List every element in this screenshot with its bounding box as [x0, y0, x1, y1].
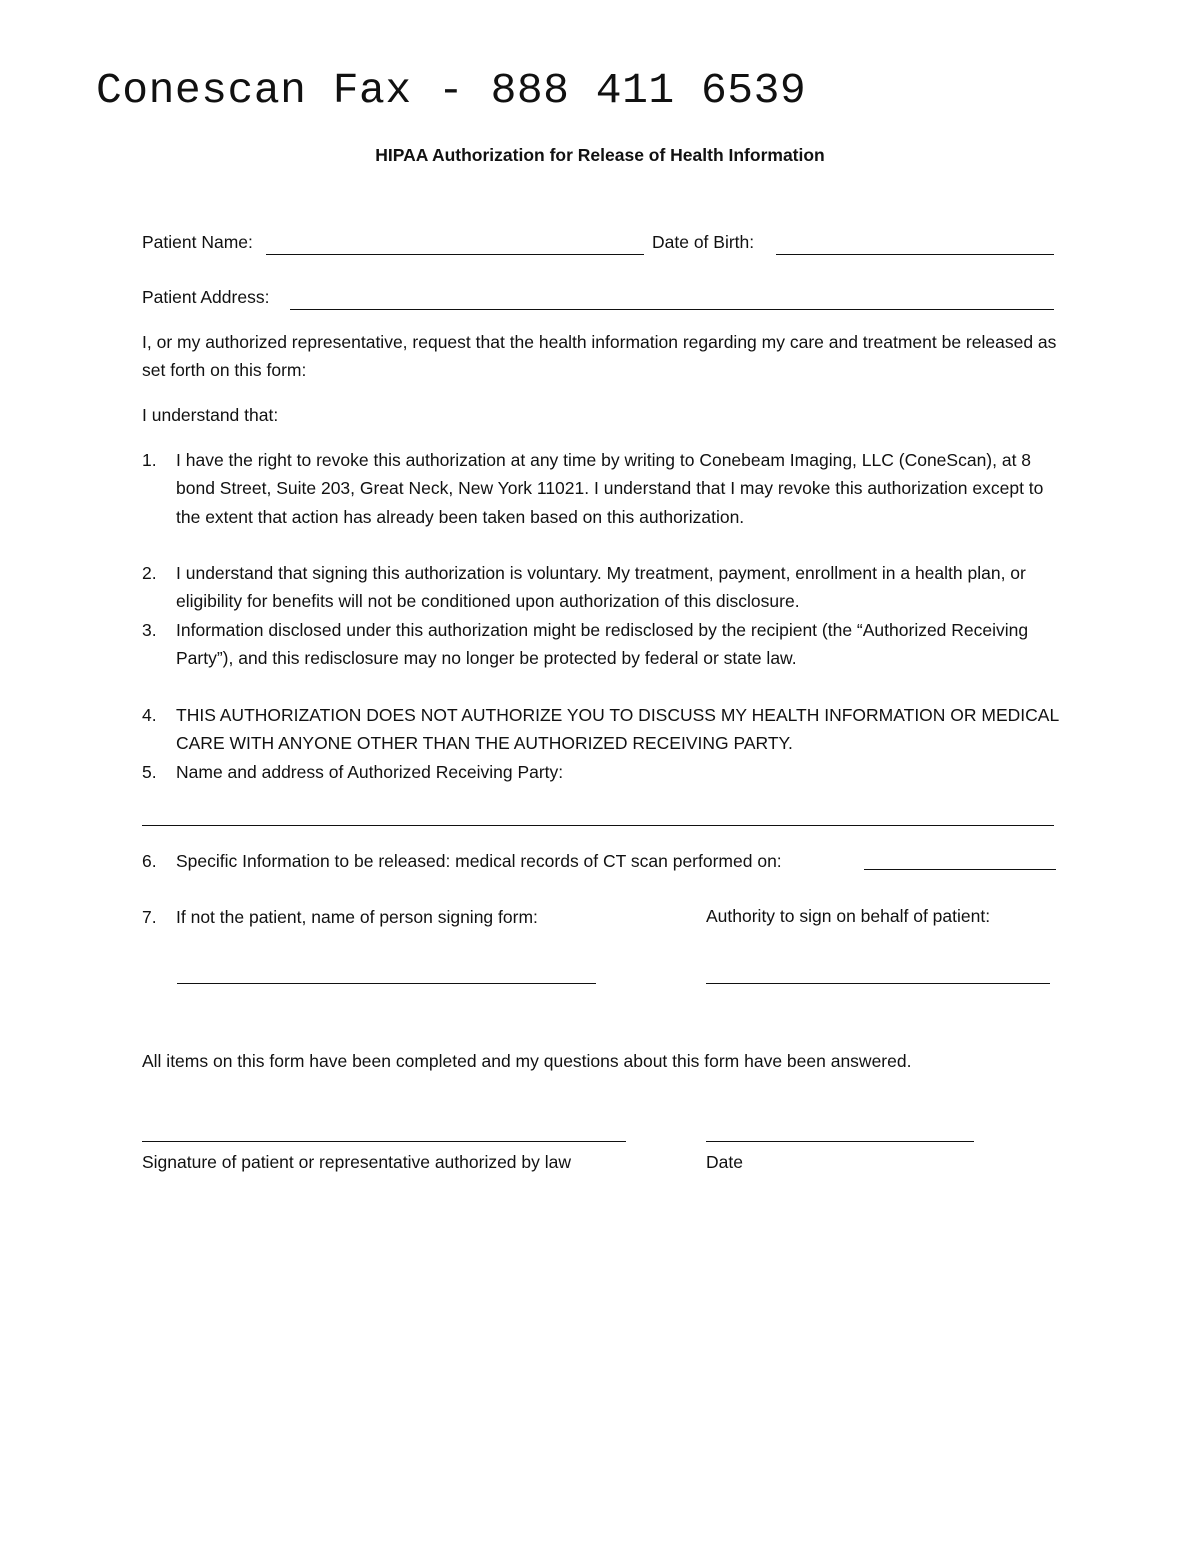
- dob-label: Date of Birth:: [652, 232, 755, 252]
- list-item-4: [142, 701, 1072, 758]
- list-item-3: [142, 616, 1072, 673]
- list-item-6: [142, 847, 1072, 875]
- list-item-text: I have the right to revoke this authorization at any time by writing to Conebeam Imaging, LLC (ConeScan), at 8 bond Street, Suite 203, Great Neck, New York 11021. I understand that I may revoke this authorization except to the extent that action has already been taken based on this authorization.: [176, 450, 1044, 527]
- list-number: 5.: [142, 762, 157, 782]
- fax-header: Conescan Fax - 888 411 6539: [96, 66, 807, 115]
- receiving-party-field[interactable]: [142, 825, 1054, 826]
- list-item-text: Information disclosed under this authorization might be redisclosed by the recipient (the “Authorized Receiving Party”), and this redisclosure may no longer be protected by federal or state law.: [176, 620, 1029, 669]
- scan-date-field[interactable]: [864, 869, 1056, 870]
- request-statement: I, or my authorized representative, request that the health information regarding my care and treatment be released as set forth on this form:: [142, 332, 1057, 381]
- signer-name-field[interactable]: [177, 983, 596, 984]
- list-number: 4.: [142, 705, 157, 725]
- list-number: 3.: [142, 620, 157, 640]
- date-field[interactable]: [706, 1141, 974, 1142]
- patient-name-field[interactable]: [266, 254, 644, 255]
- patient-address-field[interactable]: [290, 309, 1054, 310]
- list-number: 1.: [142, 450, 157, 470]
- completion-statement: All items on this form have been completed and my questions about this form have been answered.: [142, 1051, 912, 1071]
- authority-field[interactable]: [706, 983, 1050, 984]
- list-number: 6.: [142, 851, 157, 871]
- understand-intro: I understand that:: [142, 405, 279, 425]
- date-label: Date: [706, 1152, 743, 1172]
- authority-label: Authority to sign on behalf of patient:: [706, 906, 991, 926]
- list-item-text: I understand that signing this authorization is voluntary. My treatment, payment, enrollment in a health plan, or eligibility for benefits will not be conditioned upon authorization of this disclosure.: [176, 563, 1026, 612]
- signature-field[interactable]: [142, 1141, 626, 1142]
- list-item-text: Name and address of Authorized Receiving Party:: [176, 762, 564, 782]
- dob-field[interactable]: [776, 254, 1054, 255]
- list-item-text: THIS AUTHORIZATION DOES NOT AUTHORIZE YOU TO DISCUSS MY HEALTH INFORMATION OR MEDICAL CARE WITH ANYONE OTHER THAN THE AUTHORIZED RECEIVING PARTY.: [176, 705, 1059, 754]
- list-item-5: [142, 758, 1072, 786]
- list-number: 7.: [142, 907, 157, 927]
- patient-name-label: Patient Name:: [142, 232, 253, 252]
- patient-address-label: Patient Address:: [142, 287, 270, 307]
- list-number: 2.: [142, 563, 157, 583]
- signature-label: Signature of patient or representative authorized by law: [142, 1152, 572, 1172]
- list-item-text: Specific Information to be released: medical records of CT scan performed on:: [176, 851, 782, 871]
- list-item-text: If not the patient, name of person signing form:: [176, 907, 538, 927]
- list-item-7: [142, 903, 702, 931]
- list-item-2: [142, 559, 1072, 616]
- form-title: HIPAA Authorization for Release of Health Information: [375, 145, 825, 165]
- list-item-1: [142, 446, 1072, 531]
